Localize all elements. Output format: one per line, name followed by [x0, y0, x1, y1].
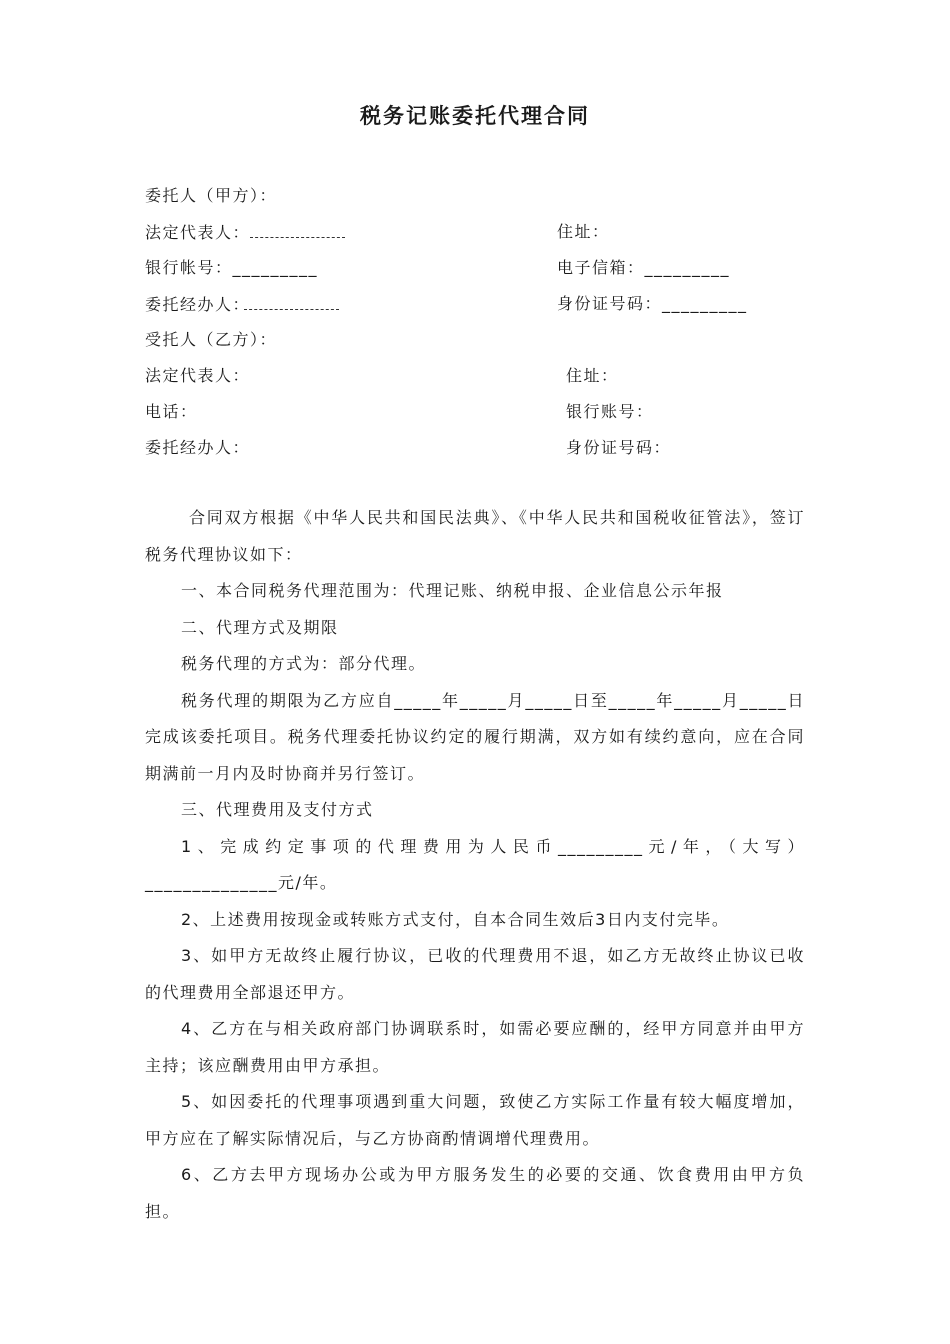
clause-3-item-1: 1、完成约定事项的代理费用为人民币_________元/年，（大写）______________元/年。	[145, 836, 805, 892]
clause-3-item-6: 6、乙方去甲方现场办公或为甲方服务发生的必要的交通、饮食费用由甲方负担。	[145, 1165, 805, 1221]
party-a-legal-rep	[145, 221, 345, 244]
party-a-email: 电子信箱：_________	[557, 258, 731, 277]
clause-3-title: 三、代理费用及支付方式	[181, 800, 374, 819]
clause-3-item-3: 3、如甲方无故终止履行协议，已收的代理费用不退，如乙方无故终止协议已收的代理费用全部退还甲方。	[145, 946, 805, 1002]
party-b-agent: 委托经办人：	[145, 438, 251, 457]
party-b-address: 住址：	[566, 366, 619, 385]
party-b-legal-rep: 法定代表人：	[145, 366, 251, 385]
party-a-agent	[145, 293, 339, 316]
clause-2-term: 税务代理的期限为乙方应自_____年_____月_____日至_____年_____月_____日完成该委托项目。税务代理委托协议约定的履行期满，双方如有续约意向，应在合同期满前一月内及时协商并另行签订。	[145, 690, 805, 783]
party-a-bank-account: 银行帐号：_________	[145, 258, 319, 277]
contract-body	[145, 500, 805, 1230]
party-b-phone: 电话：	[145, 402, 198, 421]
party-a-agent-label: 委托经办人：	[145, 295, 251, 314]
party-b-id-number: 身份证号码：	[566, 438, 672, 457]
intro-paragraph: 合同双方根据《中华人民共和国民法典》、《中华人民共和国税收征管法》，签订税务代理协议如下：	[145, 508, 805, 564]
party-a-id-number: 身份证号码：_________	[557, 294, 748, 313]
party-a-address: 住址：	[557, 222, 610, 241]
clause-1: 一、本合同税务代理范围为：代理记账、纳税申报、企业信息公示年报	[181, 581, 724, 600]
party-a-legal-rep-blank	[250, 221, 345, 238]
clause-2-title: 二、代理方式及期限	[181, 617, 339, 637]
clause-3-item-4: 4、乙方在与相关政府部门协调联系时，如需必要应酬的，经甲方同意并由甲方主持；该应酬费用由甲方承担。	[145, 1019, 805, 1075]
clause-3-item-5: 5、如因委托的代理事项遇到重大问题，致使乙方实际工作量有较大幅度增加，甲方应在了解实际情况后，与乙方协商酌情调增代理费用。	[145, 1092, 805, 1148]
clause-2-method: 税务代理的方式为：部分代理。	[181, 654, 427, 673]
clause-3-item-2: 2、上述费用按现金或转账方式支付，自本合同生效后3日内支付完毕。	[181, 909, 730, 929]
party-a-legal-rep-label: 法定代表人：	[145, 223, 251, 242]
page-title: 税务记账委托代理合同	[360, 104, 590, 128]
party-b-bank-account: 银行账号：	[566, 402, 654, 421]
party-b-heading: 受托人（乙方）：	[145, 330, 278, 349]
party-a-agent-blank	[244, 293, 339, 310]
party-a-heading: 委托人（甲方）：	[145, 186, 278, 205]
